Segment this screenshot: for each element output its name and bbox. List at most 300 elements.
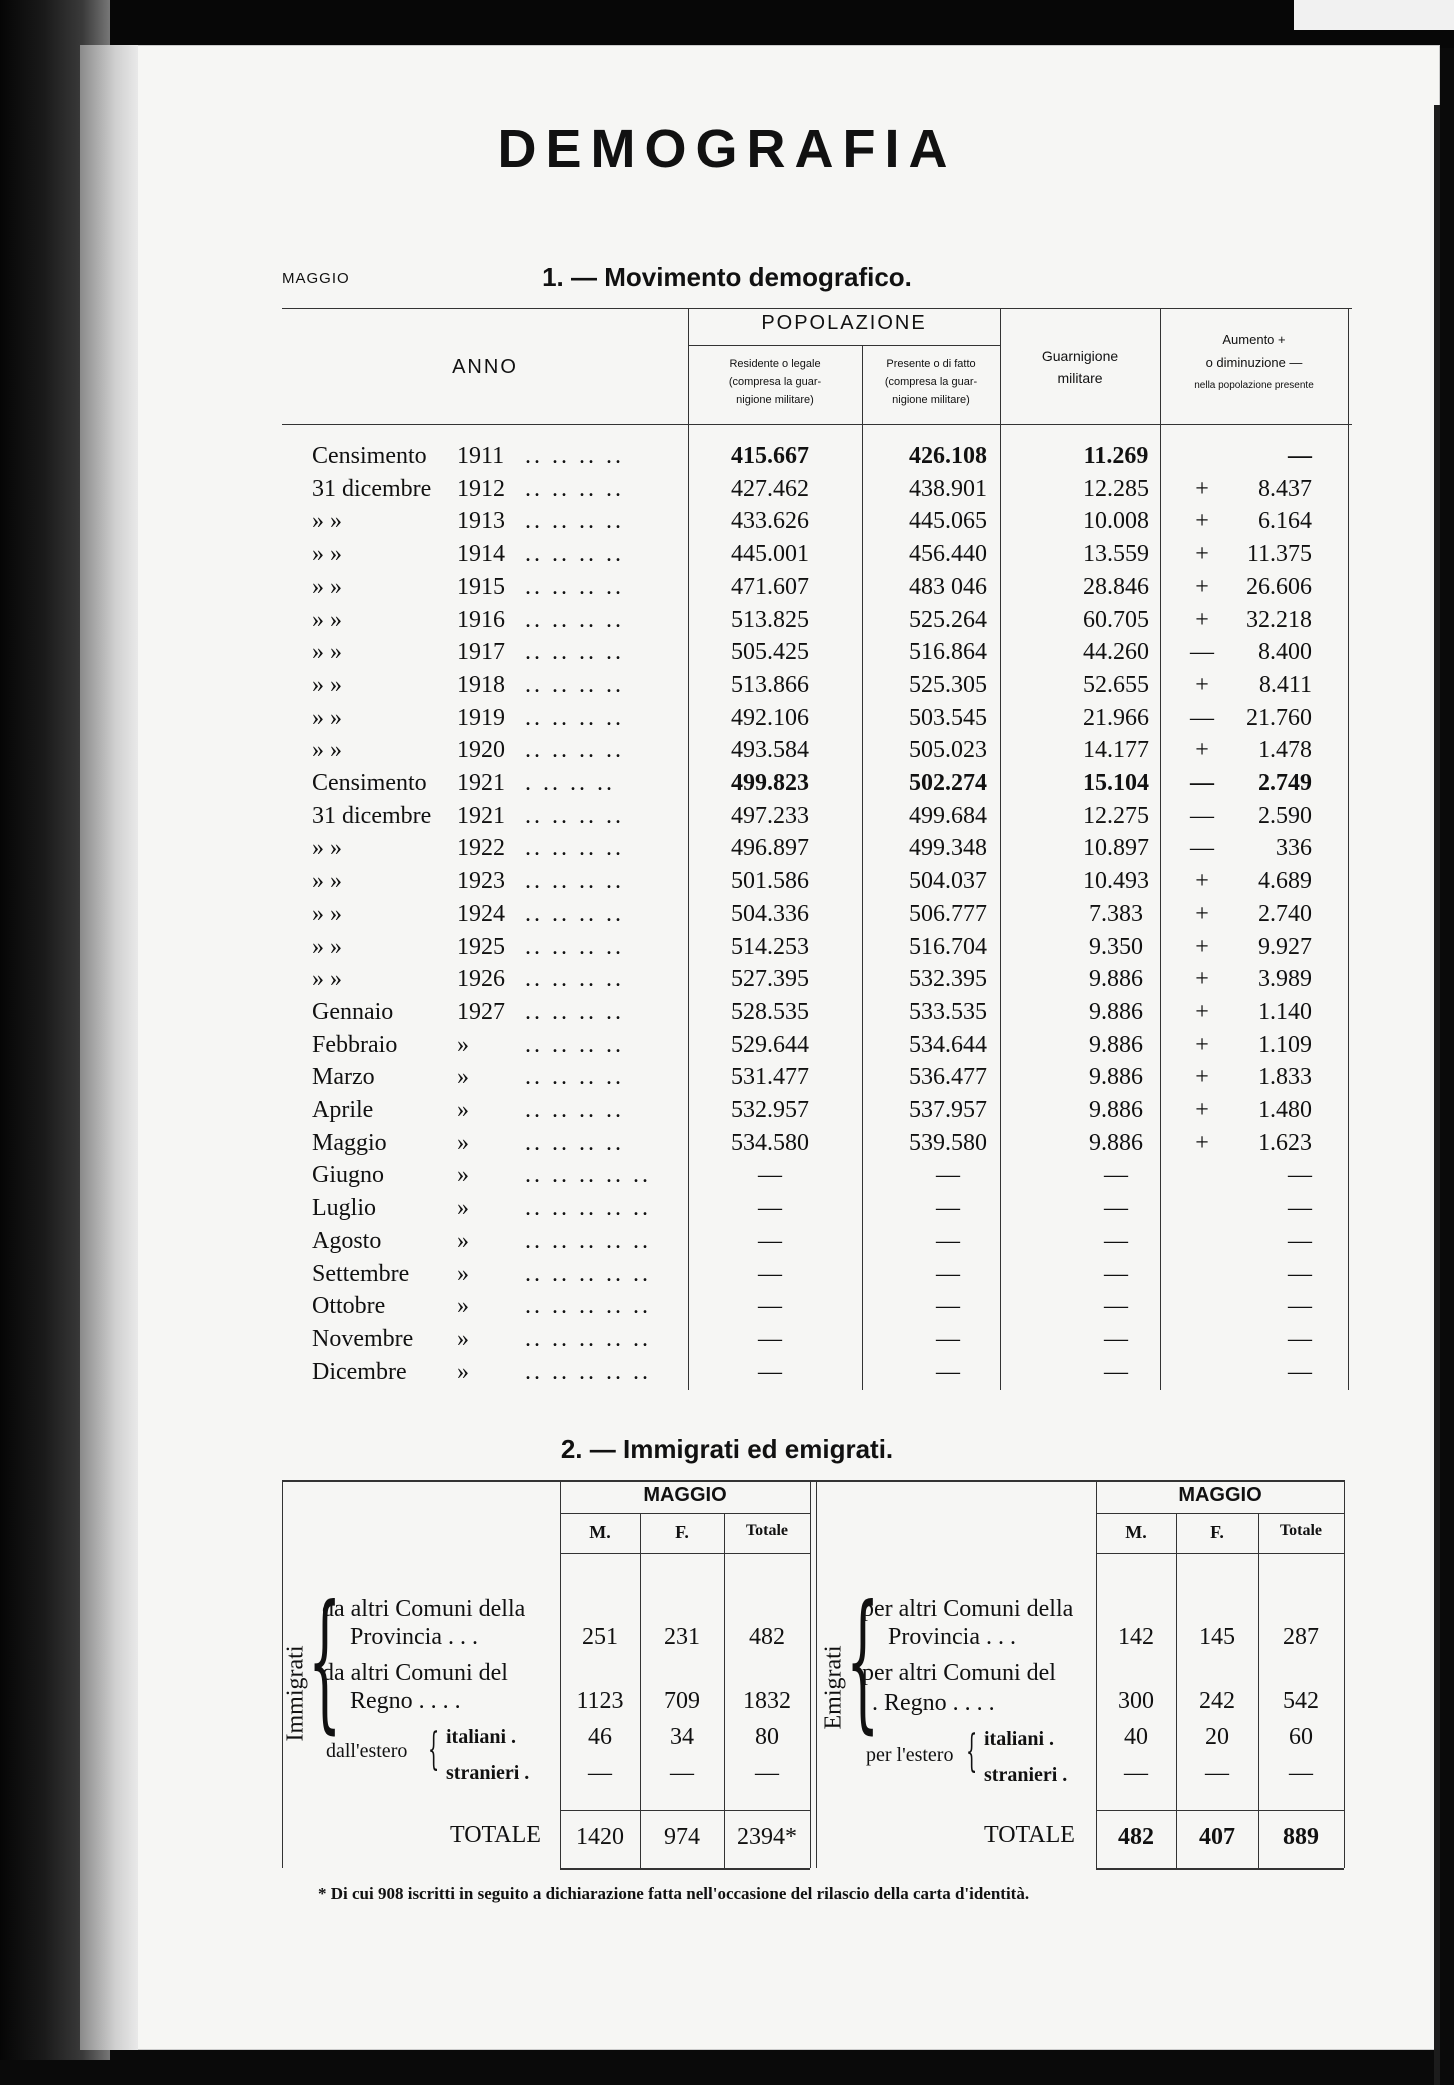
row-guarnigione: 9.886: [1089, 1031, 1143, 1058]
row-residente: 528.535: [731, 998, 809, 1025]
scan-corner: [1294, 0, 1454, 30]
table1-row: [282, 1359, 1352, 1392]
row-leader-dots: .. .. .. ..: [525, 541, 624, 568]
col-m-left: M.: [589, 1522, 611, 1542]
row-presente: —: [936, 1227, 960, 1254]
row-leader-dots: .. .. .. ..: [525, 443, 624, 469]
row-label: » »: [312, 508, 342, 535]
emi-prov-l2: Provincia . . .: [888, 1624, 1016, 1650]
row-label: Censimento: [312, 770, 427, 796]
row-guarnigione: —: [1104, 1162, 1128, 1189]
table2-total-rule: [1096, 1810, 1344, 1811]
row-year: 1915: [457, 573, 505, 600]
row-residente: 513.866: [731, 671, 809, 698]
row-label: » »: [312, 966, 342, 993]
emi-estero-brace: {: [966, 1726, 978, 1777]
row-residente: —: [758, 1162, 782, 1189]
row-year: 1916: [457, 606, 505, 633]
table1-row: [282, 1130, 1352, 1163]
imm-totale-label: TOTALE: [450, 1822, 541, 1848]
table2-col-rule: [1344, 1480, 1345, 1868]
row-guarnigione: 21.966: [1083, 704, 1149, 731]
imm-ita-f: 34: [670, 1724, 694, 1750]
row-variazione: —: [1288, 443, 1312, 469]
table2-month-rule: [560, 1513, 810, 1514]
row-presente: 499.348: [909, 835, 987, 862]
row-residente: 415.667: [731, 443, 809, 469]
row-residente: 514.253: [731, 933, 809, 960]
row-residente: —: [758, 1227, 782, 1254]
emi-str-m: —: [1124, 1760, 1148, 1786]
row-presente: 445.065: [909, 508, 987, 535]
imm-str-m: —: [588, 1760, 612, 1786]
row-variazione: 1.480: [1258, 1097, 1312, 1123]
row-leader-dots: .. .. .. .. ..: [525, 1325, 651, 1352]
row-label: » »: [312, 573, 342, 600]
row-year: »: [457, 1129, 469, 1156]
page-binding-strip: [80, 45, 138, 2050]
row-presente: 532.395: [909, 966, 987, 993]
emi-estero: per l'estero: [866, 1744, 954, 1766]
row-presente: —: [936, 1162, 960, 1189]
row-leader-dots: .. .. .. ..: [525, 1129, 624, 1156]
row-label: Luglio: [312, 1195, 376, 1222]
row-leader-dots: .. .. .. ..: [525, 1097, 624, 1123]
row-guarnigione: 9.350: [1089, 933, 1143, 960]
table1-top-rule: [282, 308, 1352, 309]
row-leader-dots: .. .. .. .. ..: [525, 1195, 651, 1222]
row-presente: 426.108: [909, 443, 987, 469]
emi-prov-l1: per altri Comuni della: [862, 1596, 1074, 1622]
row-presente: 516.864: [909, 639, 987, 666]
row-label: Settembre: [312, 1260, 410, 1287]
table2-bottom-rule: [1096, 1868, 1344, 1870]
hdr-residente: Residente o legale (compresa la guar- nigione militare): [728, 358, 822, 406]
page-right-edge: [1434, 105, 1440, 2085]
row-sign: +: [1195, 671, 1209, 698]
row-leader-dots: .. .. .. ..: [525, 573, 624, 600]
row-guarnigione: 7.383: [1089, 900, 1143, 927]
hdr-aumento: Aumento + o diminuzione — nella popolazione presente: [1194, 332, 1314, 391]
col-tot-right: Totale: [1279, 1522, 1323, 1539]
month-label: MAGGIO: [282, 270, 350, 287]
row-residente: 529.644: [731, 1031, 809, 1058]
table2-total-rule: [560, 1810, 810, 1811]
emi-regno-l2: . Regno . . . .: [872, 1690, 995, 1716]
imm-italiani: italiani .: [446, 1726, 517, 1748]
row-presente: 525.305: [909, 671, 987, 698]
row-label: Novembre: [312, 1325, 414, 1352]
table1-row: [282, 1326, 1352, 1359]
row-leader-dots: .. .. .. ..: [525, 1031, 624, 1058]
emi-tot-tot: 889: [1283, 1824, 1319, 1850]
row-year: 1927: [457, 998, 505, 1025]
row-label: » »: [312, 671, 342, 698]
footnote: * Di cui 908 iscritti in seguito a dichiarazione fatta nell'occasione del rilascio della carta d'identità.: [318, 1884, 1030, 1903]
row-residente: 513.825: [731, 606, 809, 633]
row-guarnigione: 9.886: [1089, 1097, 1143, 1123]
table1-row: [282, 803, 1352, 836]
row-leader-dots: .. .. .. ..: [525, 835, 624, 862]
row-label: Maggio: [312, 1129, 387, 1156]
emi-str-tot: —: [1289, 1760, 1313, 1786]
row-presente: —: [936, 1195, 960, 1222]
emi-totale-label: TOTALE: [984, 1822, 1075, 1848]
row-variazione: 1.478: [1258, 737, 1312, 764]
row-variazione: 1.109: [1258, 1031, 1312, 1058]
row-guarnigione: 9.886: [1089, 998, 1143, 1025]
row-residente: 534.580: [731, 1129, 809, 1156]
table2-top-rule: [282, 1480, 1344, 1482]
emigrati-label: Emigrati: [820, 1645, 847, 1730]
emi-prov-tot: 287: [1283, 1624, 1319, 1650]
row-variazione: —: [1288, 1195, 1312, 1222]
row-variazione: 26.606: [1246, 573, 1312, 600]
row-variazione: 4.689: [1258, 868, 1312, 895]
scan-top-edge: [0, 0, 1454, 48]
imm-str-tot: —: [755, 1760, 779, 1786]
row-guarnigione: —: [1104, 1260, 1128, 1287]
row-year: 1923: [457, 868, 505, 895]
col-f-left: F.: [675, 1522, 689, 1542]
row-label: 31 dicembre: [312, 475, 432, 502]
table1-row: [282, 1032, 1352, 1065]
row-year: 1921: [457, 802, 505, 829]
row-guarnigione: 13.559: [1083, 541, 1149, 568]
row-label: » »: [312, 900, 342, 927]
row-label: 31 dicembre: [312, 802, 432, 829]
row-guarnigione: 44.260: [1083, 639, 1149, 666]
table1-row: [282, 999, 1352, 1032]
row-label: Giugno: [312, 1162, 384, 1189]
row-year: »: [457, 1031, 469, 1058]
row-variazione: 8.400: [1258, 639, 1312, 666]
imm-regno-l1: da altri Comuni del: [322, 1660, 508, 1686]
emi-ita-m: 40: [1124, 1724, 1148, 1750]
row-variazione: 1.833: [1258, 1064, 1312, 1091]
hdr-anno: ANNO: [452, 356, 518, 378]
row-leader-dots: .. .. .. ..: [525, 475, 624, 502]
row-variazione: 6.164: [1258, 508, 1312, 535]
row-leader-dots: .. .. .. .. ..: [525, 1293, 651, 1320]
row-leader-dots: .. .. .. ..: [525, 704, 624, 731]
row-residente: 433.626: [731, 508, 809, 535]
row-sign: —: [1190, 639, 1214, 666]
table1-row: [282, 934, 1352, 967]
row-leader-dots: .. .. .. ..: [525, 933, 624, 960]
row-year: »: [457, 1260, 469, 1287]
row-leader-dots: .. .. .. .. ..: [525, 1260, 651, 1287]
imm-ita-tot: 80: [755, 1724, 779, 1750]
row-leader-dots: .. .. .. ..: [525, 639, 624, 666]
row-guarnigione: 60.705: [1083, 606, 1149, 633]
row-guarnigione: 12.275: [1083, 802, 1149, 829]
row-label: Febbraio: [312, 1031, 398, 1058]
row-sign: —: [1190, 704, 1214, 731]
table1-row: [282, 672, 1352, 705]
row-label: » »: [312, 737, 342, 764]
row-label: Ottobre: [312, 1293, 386, 1320]
row-residente: 427.462: [731, 475, 809, 502]
emi-regno-tot: 542: [1283, 1688, 1319, 1714]
row-presente: 503.545: [909, 704, 987, 731]
row-year: 1912: [457, 475, 505, 502]
row-label: Aprile: [312, 1097, 374, 1123]
row-guarnigione: 10.897: [1083, 835, 1149, 862]
row-year: 1911: [457, 443, 505, 469]
row-year: 1926: [457, 966, 505, 993]
row-variazione: 3.989: [1258, 966, 1312, 993]
table1-row: [282, 835, 1352, 868]
row-year: »: [457, 1293, 469, 1320]
row-year: »: [457, 1227, 469, 1254]
row-year: 1924: [457, 900, 505, 927]
row-variazione: 32.218: [1246, 606, 1312, 633]
imm-prov-tot: 482: [749, 1624, 785, 1650]
row-leader-dots: .. .. .. ..: [525, 998, 624, 1025]
row-leader-dots: .. .. .. ..: [525, 900, 624, 927]
row-year: 1913: [457, 508, 505, 535]
row-residente: —: [758, 1358, 782, 1385]
imm-prov-l2: Provincia . . .: [350, 1624, 478, 1650]
row-variazione: —: [1288, 1293, 1312, 1320]
row-year: 1919: [457, 704, 505, 731]
row-sign: —: [1190, 802, 1214, 829]
table1-row: [282, 1293, 1352, 1326]
row-sign: +: [1195, 1129, 1209, 1156]
row-sign: +: [1195, 933, 1209, 960]
row-residente: 501.586: [731, 868, 809, 895]
table1-subheader-rule: [688, 345, 1000, 346]
row-guarnigione: 12.285: [1083, 475, 1149, 502]
emi-italiani: italiani .: [984, 1728, 1055, 1750]
row-residente: 496.897: [731, 835, 809, 862]
row-sign: +: [1195, 1064, 1209, 1091]
row-year: 1920: [457, 737, 505, 764]
row-sign: +: [1195, 1097, 1209, 1123]
row-guarnigione: 10.008: [1083, 508, 1149, 535]
row-presente: 537.957: [909, 1097, 987, 1123]
row-variazione: 2.590: [1258, 802, 1312, 829]
row-leader-dots: .. .. .. ..: [525, 802, 624, 829]
immigrati-label: Immigrati: [282, 1645, 309, 1742]
table1-row: [282, 1097, 1352, 1130]
row-presente: 504.037: [909, 868, 987, 895]
row-guarnigione: 15.104: [1083, 770, 1149, 796]
row-year: 1917: [457, 639, 505, 666]
col-m-right: M.: [1125, 1522, 1147, 1542]
row-guarnigione: 52.655: [1083, 671, 1149, 698]
imm-regno-tot: 1832: [743, 1688, 791, 1714]
imm-str-f: —: [670, 1760, 694, 1786]
row-guarnigione: 9.886: [1089, 966, 1143, 993]
imm-tot-tot: 2394*: [737, 1824, 797, 1850]
row-sign: +: [1195, 573, 1209, 600]
row-label: » »: [312, 541, 342, 568]
row-label: Marzo: [312, 1064, 375, 1091]
table1-row: [282, 508, 1352, 541]
table2-col-rule: [560, 1553, 810, 1554]
table1-row: [282, 1228, 1352, 1261]
table1-row: [282, 541, 1352, 574]
emi-regno-f: 242: [1199, 1688, 1235, 1714]
row-residente: 504.336: [731, 900, 809, 927]
row-variazione: 11.375: [1246, 541, 1312, 568]
row-guarnigione: 10.493: [1083, 868, 1149, 895]
table1-header-rule: [282, 424, 1352, 425]
table1-row: [282, 607, 1352, 640]
row-variazione: —: [1288, 1260, 1312, 1287]
row-sign: +: [1195, 1031, 1209, 1058]
table2-col-rule: [810, 1480, 811, 1868]
row-label: » »: [312, 704, 342, 731]
row-year: »: [457, 1195, 469, 1222]
imm-prov-l1: da altri Comuni della: [322, 1596, 526, 1622]
row-residente: 505.425: [731, 639, 809, 666]
table1-row: [282, 705, 1352, 738]
row-year: »: [457, 1064, 469, 1091]
row-sign: +: [1195, 508, 1209, 535]
row-sign: +: [1195, 541, 1209, 568]
row-leader-dots: .. .. .. ..: [525, 606, 624, 633]
row-variazione: 336: [1276, 835, 1312, 862]
emi-regno-m: 300: [1118, 1688, 1154, 1714]
row-presente: 502.274: [909, 770, 987, 796]
row-guarnigione: 9.886: [1089, 1064, 1143, 1091]
row-variazione: 2.740: [1258, 900, 1312, 927]
imm-estero-brace: {: [428, 1724, 440, 1775]
emi-str-f: —: [1205, 1760, 1229, 1786]
emi-tot-f: 407: [1199, 1824, 1235, 1850]
row-presente: 533.535: [909, 998, 987, 1025]
table1-row: [282, 1195, 1352, 1228]
imm-prov-f: 231: [664, 1624, 700, 1650]
table1-row: [282, 737, 1352, 770]
row-residente: —: [758, 1325, 782, 1352]
row-variazione: 21.760: [1246, 704, 1312, 731]
hdr-presente: Presente o di fatto (compresa la guar- nigione militare): [884, 358, 978, 406]
imm-regno-l2: Regno . . . .: [350, 1688, 461, 1714]
row-year: 1918: [457, 671, 505, 698]
row-year: »: [457, 1325, 469, 1352]
row-leader-dots: .. .. .. ..: [525, 1064, 624, 1091]
emi-ita-tot: 60: [1289, 1724, 1313, 1750]
row-presente: 539.580: [909, 1129, 987, 1156]
row-guarnigione: —: [1104, 1227, 1128, 1254]
row-year: 1925: [457, 933, 505, 960]
row-guarnigione: —: [1104, 1358, 1128, 1385]
imm-estero: dall'estero: [326, 1740, 408, 1762]
table1-row: [282, 1064, 1352, 1097]
row-residente: 497.233: [731, 802, 809, 829]
row-sign: +: [1195, 606, 1209, 633]
hdr-guarnigione: Guarnigione militare: [1041, 348, 1119, 386]
section1-title: 1. — Movimento demografico.: [542, 262, 912, 292]
table1-row: [282, 966, 1352, 999]
row-sign: +: [1195, 737, 1209, 764]
row-guarnigione: —: [1104, 1325, 1128, 1352]
emi-regno-l1: per altri Comuni del: [862, 1660, 1056, 1686]
row-variazione: 8.437: [1258, 475, 1312, 502]
row-leader-dots: .. .. .. .. ..: [525, 1358, 651, 1385]
row-leader-dots: .. .. .. ..: [525, 868, 624, 895]
row-label: » »: [312, 933, 342, 960]
row-presente: 499.684: [909, 802, 987, 829]
row-sign: —: [1190, 770, 1214, 796]
row-residente: 527.395: [731, 966, 809, 993]
row-label: » »: [312, 639, 342, 666]
row-year: »: [457, 1358, 469, 1385]
row-label: Dicembre: [312, 1358, 407, 1385]
row-guarnigione: —: [1104, 1293, 1128, 1320]
imm-regno-f: 709: [664, 1688, 700, 1714]
row-leader-dots: .. .. .. .. ..: [525, 1227, 651, 1254]
col-f-right: F.: [1210, 1522, 1224, 1542]
row-residente: 492.106: [731, 704, 809, 731]
row-presente: 438.901: [909, 475, 987, 502]
row-presente: 456.440: [909, 541, 987, 568]
row-residente: 531.477: [731, 1064, 809, 1091]
immigrati-brace: {: [308, 1574, 342, 1748]
table1-row: [282, 868, 1352, 901]
row-presente: 505.023: [909, 737, 987, 764]
row-label: » »: [312, 606, 342, 633]
emi-prov-m: 142: [1118, 1624, 1154, 1650]
emi-prov-f: 145: [1199, 1624, 1235, 1650]
row-presente: 506.777: [909, 900, 987, 927]
table2-month-left: MAGGIO: [643, 1484, 727, 1506]
row-variazione: —: [1288, 1227, 1312, 1254]
row-label: » »: [312, 868, 342, 895]
imm-tot-f: 974: [664, 1824, 700, 1850]
table1-row: [282, 1162, 1352, 1195]
row-sign: +: [1195, 868, 1209, 895]
row-presente: —: [936, 1260, 960, 1287]
row-presente: 534.644: [909, 1031, 987, 1058]
imm-regno-m: 1123: [576, 1688, 624, 1714]
row-variazione: —: [1288, 1325, 1312, 1352]
emi-stranieri: stranieri .: [984, 1764, 1068, 1786]
col-tot-left: Totale: [745, 1522, 789, 1539]
row-variazione: 8.411: [1258, 671, 1312, 698]
row-variazione: 1.623: [1258, 1129, 1312, 1156]
table1-row: [282, 476, 1352, 509]
table1-row: [282, 901, 1352, 934]
row-variazione: —: [1288, 1162, 1312, 1189]
table2-month-rule: [1096, 1513, 1344, 1514]
row-label: Censimento: [312, 443, 427, 469]
row-residente: 493.584: [731, 737, 809, 764]
row-variazione: 9.927: [1258, 933, 1312, 960]
row-label: » »: [312, 835, 342, 862]
row-sign: +: [1195, 966, 1209, 993]
row-label: Agosto: [312, 1227, 382, 1254]
row-label: Gennaio: [312, 998, 394, 1025]
row-residente: 471.607: [731, 573, 809, 600]
row-presente: —: [936, 1325, 960, 1352]
imm-ita-m: 46: [588, 1724, 612, 1750]
row-sign: —: [1190, 835, 1214, 862]
row-residente: 532.957: [731, 1097, 809, 1123]
row-residente: —: [758, 1260, 782, 1287]
table1-row: [282, 1261, 1352, 1294]
row-guarnigione: —: [1104, 1195, 1128, 1222]
row-guarnigione: 14.177: [1083, 737, 1149, 764]
row-guarnigione: 9.886: [1089, 1129, 1143, 1156]
table1-row: [282, 574, 1352, 607]
row-variazione: 2.749: [1258, 770, 1312, 796]
emigrati-brace: {: [846, 1574, 880, 1748]
